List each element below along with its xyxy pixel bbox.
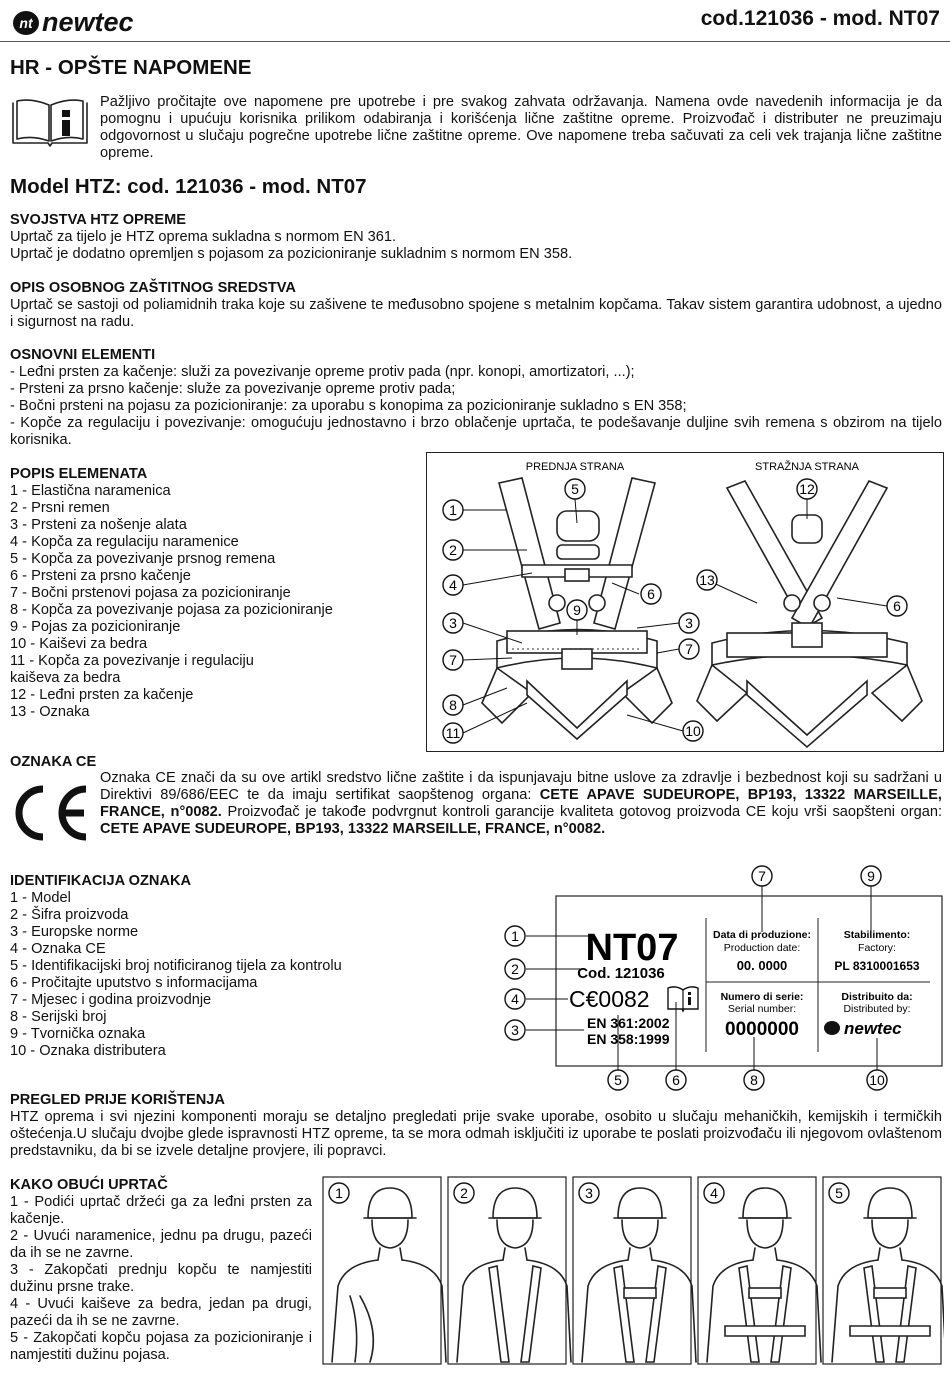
intro-text: Pažljivo pročitajte ove napomene pre upotrebe i pre svakog zahvata održavanja. Namena ovde navedenih informacija je da pomognu i upućuju korisnika prilikom odabiranja i korišćenja lične zaštitne opreme. Proizvođač i distributer ne preuzimaju odgovornost u slučaju pogrečne upotrebe lične zaštitne opreme. Ove napomene treba sačuvati za celi vek trajanja lične zaštitne opreme. [100, 94, 942, 161]
callout-6b: 6 [893, 598, 901, 614]
list-item: kaiševa za bedra [10, 670, 121, 686]
donning-steps [322, 1176, 944, 1366]
ce-organ: CETE APAVE SUDEUROPE, BP193, 13322 MARSEILLE, FRANCE, n°0082. [100, 821, 606, 837]
list-item: 6 - Prsteni za prsno kačenje [10, 568, 191, 584]
brand-logo [12, 8, 162, 38]
harness-figure [426, 452, 944, 752]
section-title: KAKO OBUĆI UPRTAČ [10, 1177, 168, 1193]
list-item: 7 - Bočni prstenovi pojasa za pozicioniranje [10, 585, 291, 601]
callout-11: 11 [445, 725, 461, 741]
callout-13: 13 [699, 572, 715, 588]
list-item: 1 - Elastična naramenica [10, 483, 171, 499]
list-item: 5 - Kopča za povezivanje prsnog remena [10, 551, 276, 567]
list-item: - Leđni prsten za kačenje: služi za povezivanje opreme protiv pada (npr. konopi, amortizatori, ...); [10, 364, 635, 380]
donning-step-panel [698, 1177, 821, 1364]
paragraph: HTZ oprema i svi njezini komponenti moraju se detaljno pregledati prije svake uporabe, osobito u slučaju mehaničkih, kemijskih i termičkih oštećenja.U slučaju dvojbe glede ispravnosti HTZ opreme, ta se mora odmah isključiti iz uporabe te poslati proizvođaču ili njegovom ovlaštenom predstavniku, da bi se izvele detaljne provjere, ili popravci. [10, 1109, 942, 1159]
list-item: 1 - Model [10, 890, 71, 906]
list-item: 3 - Europske norme [10, 924, 139, 940]
label-callout-9: 9 [867, 868, 875, 884]
label-callout-6: 6 [672, 1072, 680, 1088]
list-item: 11 - Kopča za povezivanje i regulaciju [10, 653, 254, 669]
svg-text:nt: nt [19, 15, 33, 31]
back-harness-drawing [697, 481, 922, 747]
section-ident [10, 873, 410, 1060]
logo-wordmark: newtec [42, 8, 134, 37]
label-ce-number: C€0082 [569, 986, 650, 1012]
list-item: 8 - Serijski broj [10, 1009, 107, 1025]
callout-6: 6 [647, 586, 655, 602]
list-item: 2 - Prsni remen [10, 500, 110, 516]
callout-1: 1 [449, 502, 457, 518]
label-callout-2: 2 [511, 961, 519, 977]
serial-sub: Serial number: [727, 1003, 797, 1015]
label-callout-10: 10 [869, 1072, 885, 1088]
list-item: - Prsteni za prsno kačenje: služe za povezivanje opreme protiv pada; [10, 381, 456, 397]
section-title: POPIS ELEMENATA [10, 466, 148, 482]
section-popis [10, 466, 410, 721]
intro-heading: HR - OPŠTE NAPOMENE [10, 56, 252, 79]
ce-text-part: Proizvođač je takođe podvrgnut kontroli garancije kvaliteta gotovog proizvoda CE koju vrši saopšteni organ: [221, 804, 942, 820]
step-number: 5 [835, 1185, 843, 1201]
list-item: 2 - Šifra proizvoda [10, 907, 129, 923]
list-item: 4 - Oznaka CE [10, 941, 106, 957]
list-item: - Bočni prsteni na pojasu za pozicioniranje: za uporabu s konopima za pozicioniranje sukladno s EN 358; [10, 398, 687, 414]
manual-info-icon [10, 97, 90, 152]
ce-title: OZNAKA CE [10, 754, 97, 770]
label-callout-8: 8 [750, 1072, 758, 1088]
list-item: 12 - Leđni prsten za kačenje [10, 687, 194, 703]
dist-sub: Distributed by: [843, 1003, 911, 1015]
step-number: 4 [710, 1185, 718, 1201]
section-title: IDENTIFIKACIJA OZNAKA [10, 873, 192, 889]
donning-step-panel [823, 1177, 944, 1364]
section-title: OSNOVNI ELEMENTI [10, 347, 156, 363]
list-item: 9 - Tvornička oznaka [10, 1026, 146, 1042]
callout-7b: 7 [685, 641, 693, 657]
ce-text-part: Oznaka CE znači da su ove artikl sredstvo lične zaštite i da ispunjavaju bitne uslove za zdravlje i bezbednost koji su sadržani u Direktivi 89/686/EEC te da imaju sertifikat saopštenog organa: [100, 770, 942, 803]
newtec-logo-icon [12, 8, 162, 38]
factory-sub: Factory: [858, 942, 896, 954]
text-line: Uprtač je dodatno opremljen s pojasom za pozicioniranje sukladnim s normom EN 358. [10, 246, 573, 262]
label-norm2: EN 358:1999 [587, 1031, 670, 1047]
callout-12: 12 [799, 481, 815, 497]
prod-date-value: 00. 0000 [736, 958, 788, 973]
list-item: 10 - Kaiševi za bedra [10, 636, 148, 652]
callout-4: 4 [449, 577, 457, 593]
section-osnovni [10, 347, 942, 449]
callout-3b: 3 [685, 615, 693, 631]
callout-9: 9 [573, 602, 581, 618]
step-number: 2 [460, 1185, 468, 1201]
label-callout-5: 5 [614, 1072, 622, 1088]
list-item: 3 - Zakopčati prednju kopču te namjestiti dužinu prsne trake. [10, 1262, 312, 1295]
label-callout-1: 1 [511, 928, 519, 944]
factory-value: PL 8310001653 [834, 959, 920, 973]
list-item: 2 - Uvući naramenice, jednu pa drugu, pazeći da ih se ne zavrne. [10, 1228, 312, 1261]
donning-step-panel [573, 1177, 696, 1364]
callout-5: 5 [571, 481, 579, 497]
list-item: 3 - Prsteni za nošenje alata [10, 517, 187, 533]
list-item: - Kopče za regulaciju i povezivanje: omogućuju jednostavno i brzo oblačenje uprtača, te podešavanje duljine svih remena s obzirom na tijelo korisnika. [10, 415, 942, 448]
model-title: Model HTZ: cod. 121036 - mod. NT07 [10, 175, 367, 198]
callout-2: 2 [449, 542, 457, 558]
list-item: 4 - Kopča za regulaciju naramenice [10, 534, 239, 550]
list-item: 13 - Oznaka [10, 704, 90, 720]
list-item: 1 - Podići uprtač držeći ga za leđni prsten za kačenje. [10, 1194, 312, 1227]
list-item: 7 - Mjesec i godina proizvodnje [10, 992, 212, 1008]
section-opis [10, 280, 942, 331]
label-callout-3: 3 [511, 1022, 519, 1038]
label-norm1: EN 361:2002 [587, 1015, 670, 1031]
list-item: 6 - Pročitajte uputstvo s informacijama [10, 975, 258, 991]
donning-step-panel [448, 1177, 571, 1364]
dist-title: Distribuito da: [841, 991, 913, 1003]
prod-date-sub: Production date: [723, 942, 801, 954]
ce-mark-icon [10, 783, 90, 848]
ce-text [100, 770, 942, 838]
list-item: 8 - Kopča za povezivanje pojasa za pozicioniranje [10, 602, 333, 618]
label-callout-7: 7 [758, 868, 766, 884]
doc-code: cod.121036 - mod. NT07 [700, 7, 940, 30]
ce-organ: CETE APAVE SUDEUROPE, BP193, 13322 MARSEILLE, FRANCE, n°0082. [100, 787, 942, 820]
callout-10: 10 [685, 723, 701, 739]
callout-7: 7 [449, 652, 457, 668]
label-figure [500, 862, 950, 1092]
back-label: STRAŽNJA STRANA [755, 461, 859, 473]
section-pregled [10, 1092, 942, 1160]
list-item: 10 - Oznaka distributera [10, 1043, 166, 1059]
dist-logo-text: newtec [844, 1019, 902, 1038]
header-rule [0, 41, 950, 42]
serial-value: 0000000 [725, 1019, 799, 1040]
label-code: Cod. 121036 [577, 965, 665, 982]
step-number: 1 [335, 1185, 343, 1201]
section-title: SVOJSTVA HTZ OPREME [10, 212, 186, 228]
label-model: NT07 [585, 927, 679, 969]
donning-step-panel [323, 1177, 446, 1364]
paragraph: Uprtač se sastoji od poliamidnih traka koje su zašivene te međusobno spojene s metalnim kopčama. Takav sistem garantira udobnost, a ujedno i sigurnost na radu. [10, 297, 942, 330]
factory-title: Stabilimento: [843, 929, 911, 941]
step-number: 3 [585, 1185, 593, 1201]
callout-8: 8 [449, 697, 457, 713]
list-item: 9 - Pojas za pozicioniranje [10, 619, 181, 635]
callout-3: 3 [449, 615, 457, 631]
text-line: Uprtač za tijelo je HTZ oprema sukladna s normom EN 361. [10, 229, 397, 245]
section-svojstva [10, 212, 942, 263]
label-callout-4: 4 [511, 991, 519, 1007]
list-item: 5 - Identifikacijski broj notificiranog tijela za kontrolu [10, 958, 342, 974]
serial-title: Numero di serie: [720, 991, 804, 1003]
prod-date-title: Data di produzione: [713, 929, 811, 941]
section-kako [10, 1177, 312, 1364]
front-label: PREDNJA STRANA [525, 461, 625, 473]
list-item: 4 - Uvući kaiševe za bedra, jedan pa drugi, pazeći da ih se ne zavrne. [10, 1296, 312, 1329]
list-item: 5 - Zakopčati kopču pojasa za pozicioniranje i namjestiti dužinu pojasa. [10, 1330, 312, 1363]
section-title: PREGLED PRIJE KORIŠTENJA [10, 1092, 225, 1108]
section-title: OPIS OSOBNOG ZAŠTITNOG SREDSTVA [10, 280, 296, 296]
